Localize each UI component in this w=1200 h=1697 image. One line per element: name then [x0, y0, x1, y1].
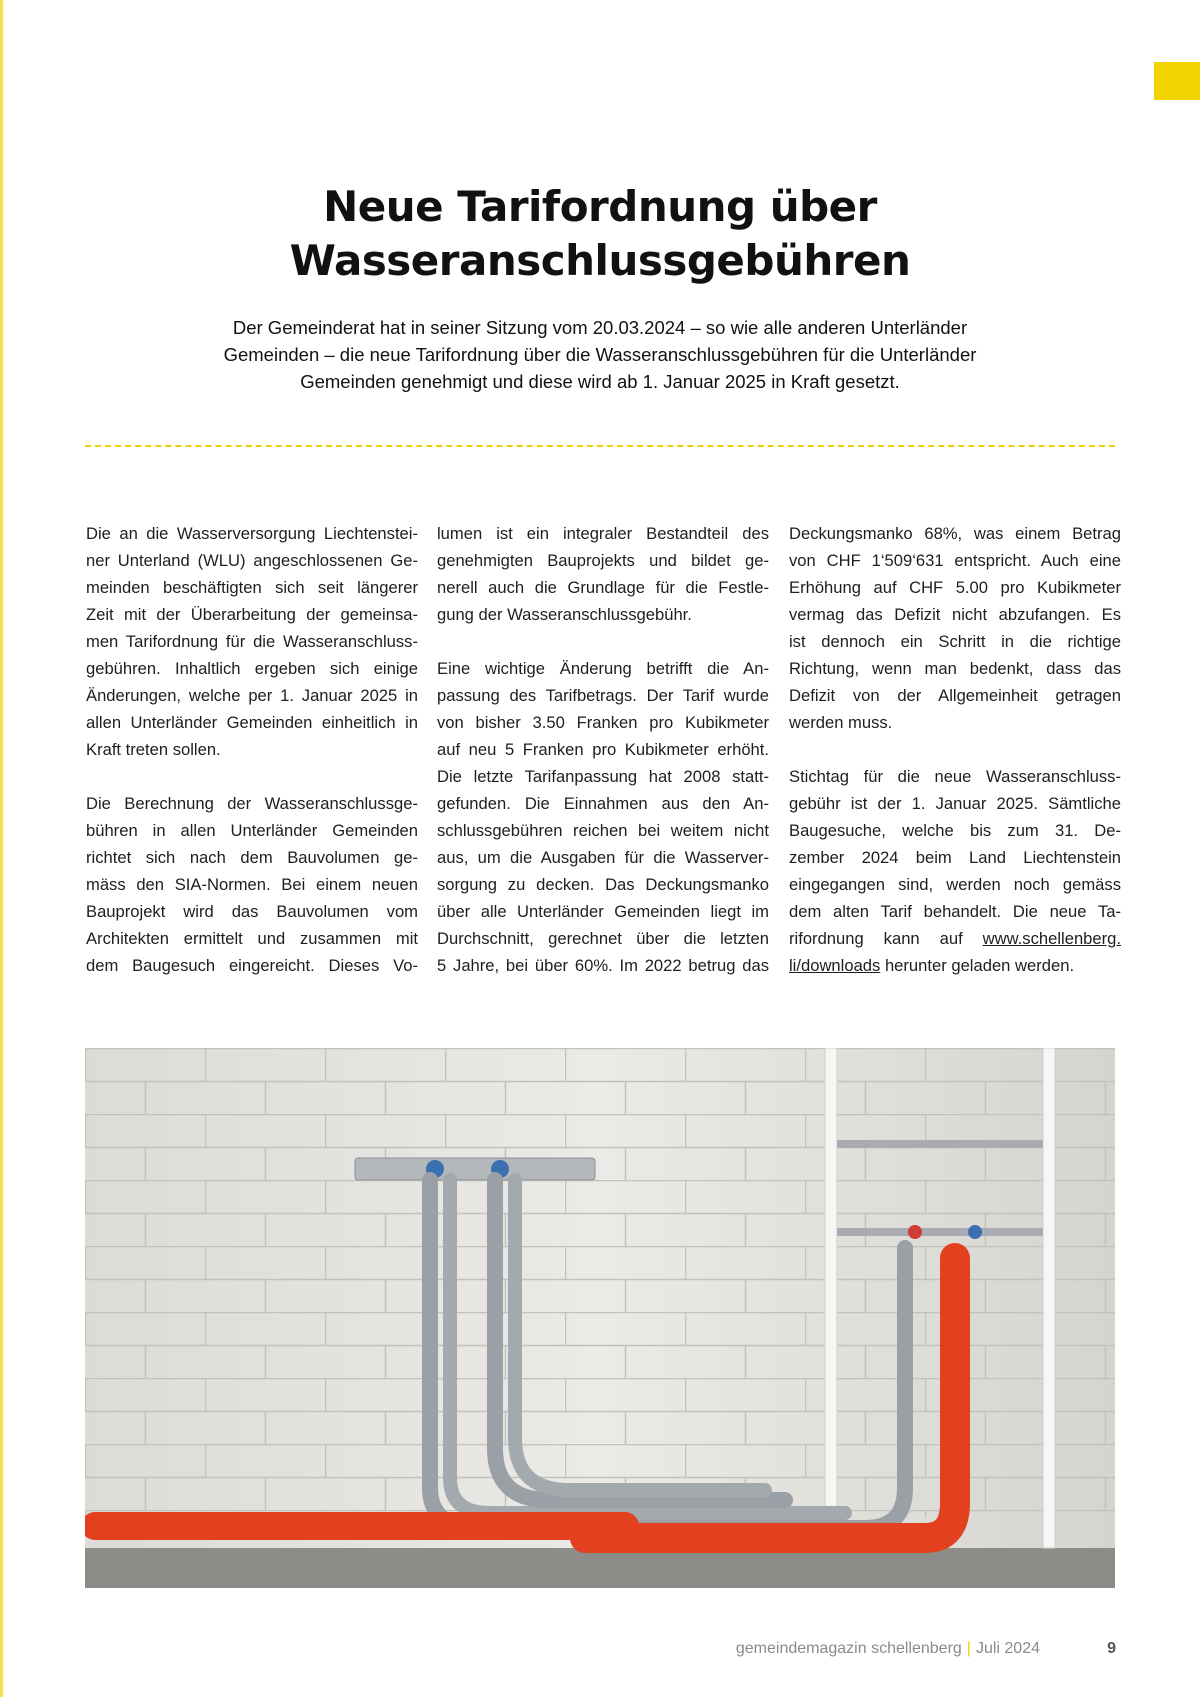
text-line: werden muss. — [789, 713, 893, 732]
lead-line: Gemeinden genehmigt und diese wird ab 1. Januar 2025 in Kraft gesetzt. — [300, 371, 900, 392]
hot-valve-icon — [908, 1225, 922, 1239]
text-line: gung der Wasseranschlussgebühr. — [437, 605, 692, 624]
text-line — [789, 952, 1121, 979]
text-line: genehmigten Bauprojekts und bildet ge- — [437, 551, 769, 570]
text-line: men Tarifordnung für die Wasseranschluss- — [86, 632, 418, 651]
text-fragment: herunter geladen werden. — [880, 956, 1075, 975]
page-title — [100, 180, 1100, 288]
text-line: Eine wichtige Änderung betrifft die An- — [437, 659, 769, 678]
text-line: richtet sich nach dem Bauvolumen ge- — [86, 848, 418, 867]
text-line: 5 Jahre, bei über 60%. Im 2022 betrug das — [437, 956, 769, 975]
column-1 — [86, 520, 418, 979]
text-line: über alle Unterländer Gemeinden liegt im — [437, 902, 769, 921]
text-line: lumen ist ein integraler Bestandteil des — [437, 524, 769, 543]
pipes-wall-illustration — [85, 1048, 1115, 1588]
issue-date: Juli 2024 — [975, 1640, 1040, 1657]
text-line: eingegangen sind, werden noch gemäss — [789, 875, 1121, 894]
text-line: gebühr ist der 1. Januar 2025. Sämtliche — [789, 794, 1121, 813]
text-fragment: rifordnung kann auf — [789, 929, 983, 948]
dashed-divider — [85, 445, 1115, 447]
text-line: ner Unterland (WLU) angeschlossenen Ge- — [86, 551, 418, 570]
text-line: Bauprojekt wird das Bauvolumen vom — [86, 902, 418, 921]
text-line: auf neu 5 Franken pro Kubikmeter erhöht. — [437, 740, 769, 759]
floor — [85, 1548, 1115, 1588]
paragraph — [437, 655, 769, 979]
text-line: Erhöhung auf CHF 5.00 pro Kubikmeter — [789, 578, 1121, 597]
text-line: Baugesuche, welche bis zum 31. De- — [789, 821, 1121, 840]
text-line: Die an die Wasserversorgung Liechtenstei- — [86, 524, 418, 543]
text-line: Zeit mit der Überarbeitung der gemeinsa- — [86, 605, 418, 624]
footer-magazine: gemeindemagazin schellenberg | Juli 2024 — [735, 1640, 1040, 1657]
text-line: mäss den SIA-Normen. Bei einem neuen — [86, 875, 418, 894]
text-line: aus, um die Ausgaben für die Wasserver- — [437, 848, 769, 867]
text-line: meinden beschäftigten sich seit längerer — [86, 578, 418, 597]
text-line: Defizit von der Allgemeinheit getragen — [789, 686, 1121, 705]
page-edge — [0, 0, 3, 1697]
frame-rail — [837, 1140, 1043, 1148]
text-line: von CHF 1‘509‘631 entspricht. Auch eine — [789, 551, 1121, 570]
paragraph — [789, 763, 1121, 979]
text-line: Die Berechnung der Wasseranschlussge- — [86, 794, 418, 813]
downloads-link[interactable]: www.schellenberg. — [982, 929, 1121, 948]
text-line: gefunden. Die Einnahmen aus den An- — [437, 794, 769, 813]
text-line: bühren in allen Unterländer Gemeinden — [86, 821, 418, 840]
paragraph — [789, 520, 1121, 736]
text-line: vermag das Defizit nicht abzufangen. Es — [789, 605, 1121, 624]
paragraph — [86, 790, 418, 979]
text-line: dem Baugesuch eingereicht. Dieses Vo- — [86, 956, 418, 975]
lead-line: Der Gemeinderat hat in seiner Sitzung vom 20.03.2024 – so wie alle anderen Unterländer — [232, 317, 968, 338]
title-line: Neue Tarifordnung über — [323, 182, 877, 231]
text-line: Richtung, wenn man bedenkt, dass das — [789, 659, 1121, 678]
text-line: Durchschnitt, gerechnet über die letzten — [437, 929, 769, 948]
text-line: allen Unterländer Gemeinden einheitlich in — [86, 713, 418, 732]
frame-rail — [837, 1228, 1043, 1236]
text-line: ist dennoch ein Schritt in die richtige — [789, 632, 1121, 651]
text-line: gebühren. Inhaltlich ergeben sich einige — [86, 659, 418, 678]
text-line: sorgung zu decken. Das Deckungsmanko — [437, 875, 769, 894]
frame-post — [825, 1048, 837, 1548]
paragraph — [86, 520, 418, 763]
manifold-bracket — [355, 1158, 595, 1180]
paragraph — [437, 520, 769, 628]
section-tab — [1154, 62, 1200, 100]
text-line: Die letzte Tarifanpassung hat 2008 statt- — [437, 767, 769, 786]
text-line: schlussgebühren reichen bei weitem nicht — [437, 821, 769, 840]
text-line: Stichtag für die neue Wasseranschluss- — [789, 767, 1121, 786]
text-line: von bisher 3.50 Franken pro Kubikmeter — [437, 713, 769, 732]
text-line: Deckungsmanko 68%, was einem Betrag — [789, 524, 1121, 543]
text-line — [789, 925, 1121, 952]
downloads-link[interactable]: li/downloads — [789, 956, 881, 975]
text-line: nerell auch die Grundlage für die Festle- — [437, 578, 769, 597]
text-line: dem alten Tarif behandelt. Die neue Ta- — [789, 902, 1121, 921]
magazine-name: gemeindemagazin schellenberg — [735, 1640, 962, 1657]
column-3 — [789, 520, 1121, 979]
article-photo — [85, 1048, 1115, 1588]
cold-valve-icon — [968, 1225, 982, 1239]
text-line: Kraft treten sollen. — [86, 740, 221, 759]
lead-paragraph — [160, 314, 1040, 395]
page-number: 9 — [1107, 1640, 1116, 1657]
text-line: Architekten ermittelt und zusammen mit — [86, 929, 418, 948]
text-line: zember 2024 beim Land Liechtenstein — [789, 848, 1121, 867]
frame-post — [1043, 1048, 1055, 1548]
lead-line: Gemeinden – die neue Tarifordnung über die Wasseranschlussgebühren für die Unterländer — [223, 344, 977, 365]
column-2 — [437, 520, 769, 979]
text-line: passung des Tarifbetrags. Der Tarif wurde — [437, 686, 769, 705]
text-line: Änderungen, welche per 1. Januar 2025 in — [86, 686, 418, 705]
title-line: Wasseranschlussgebühren — [289, 236, 911, 285]
